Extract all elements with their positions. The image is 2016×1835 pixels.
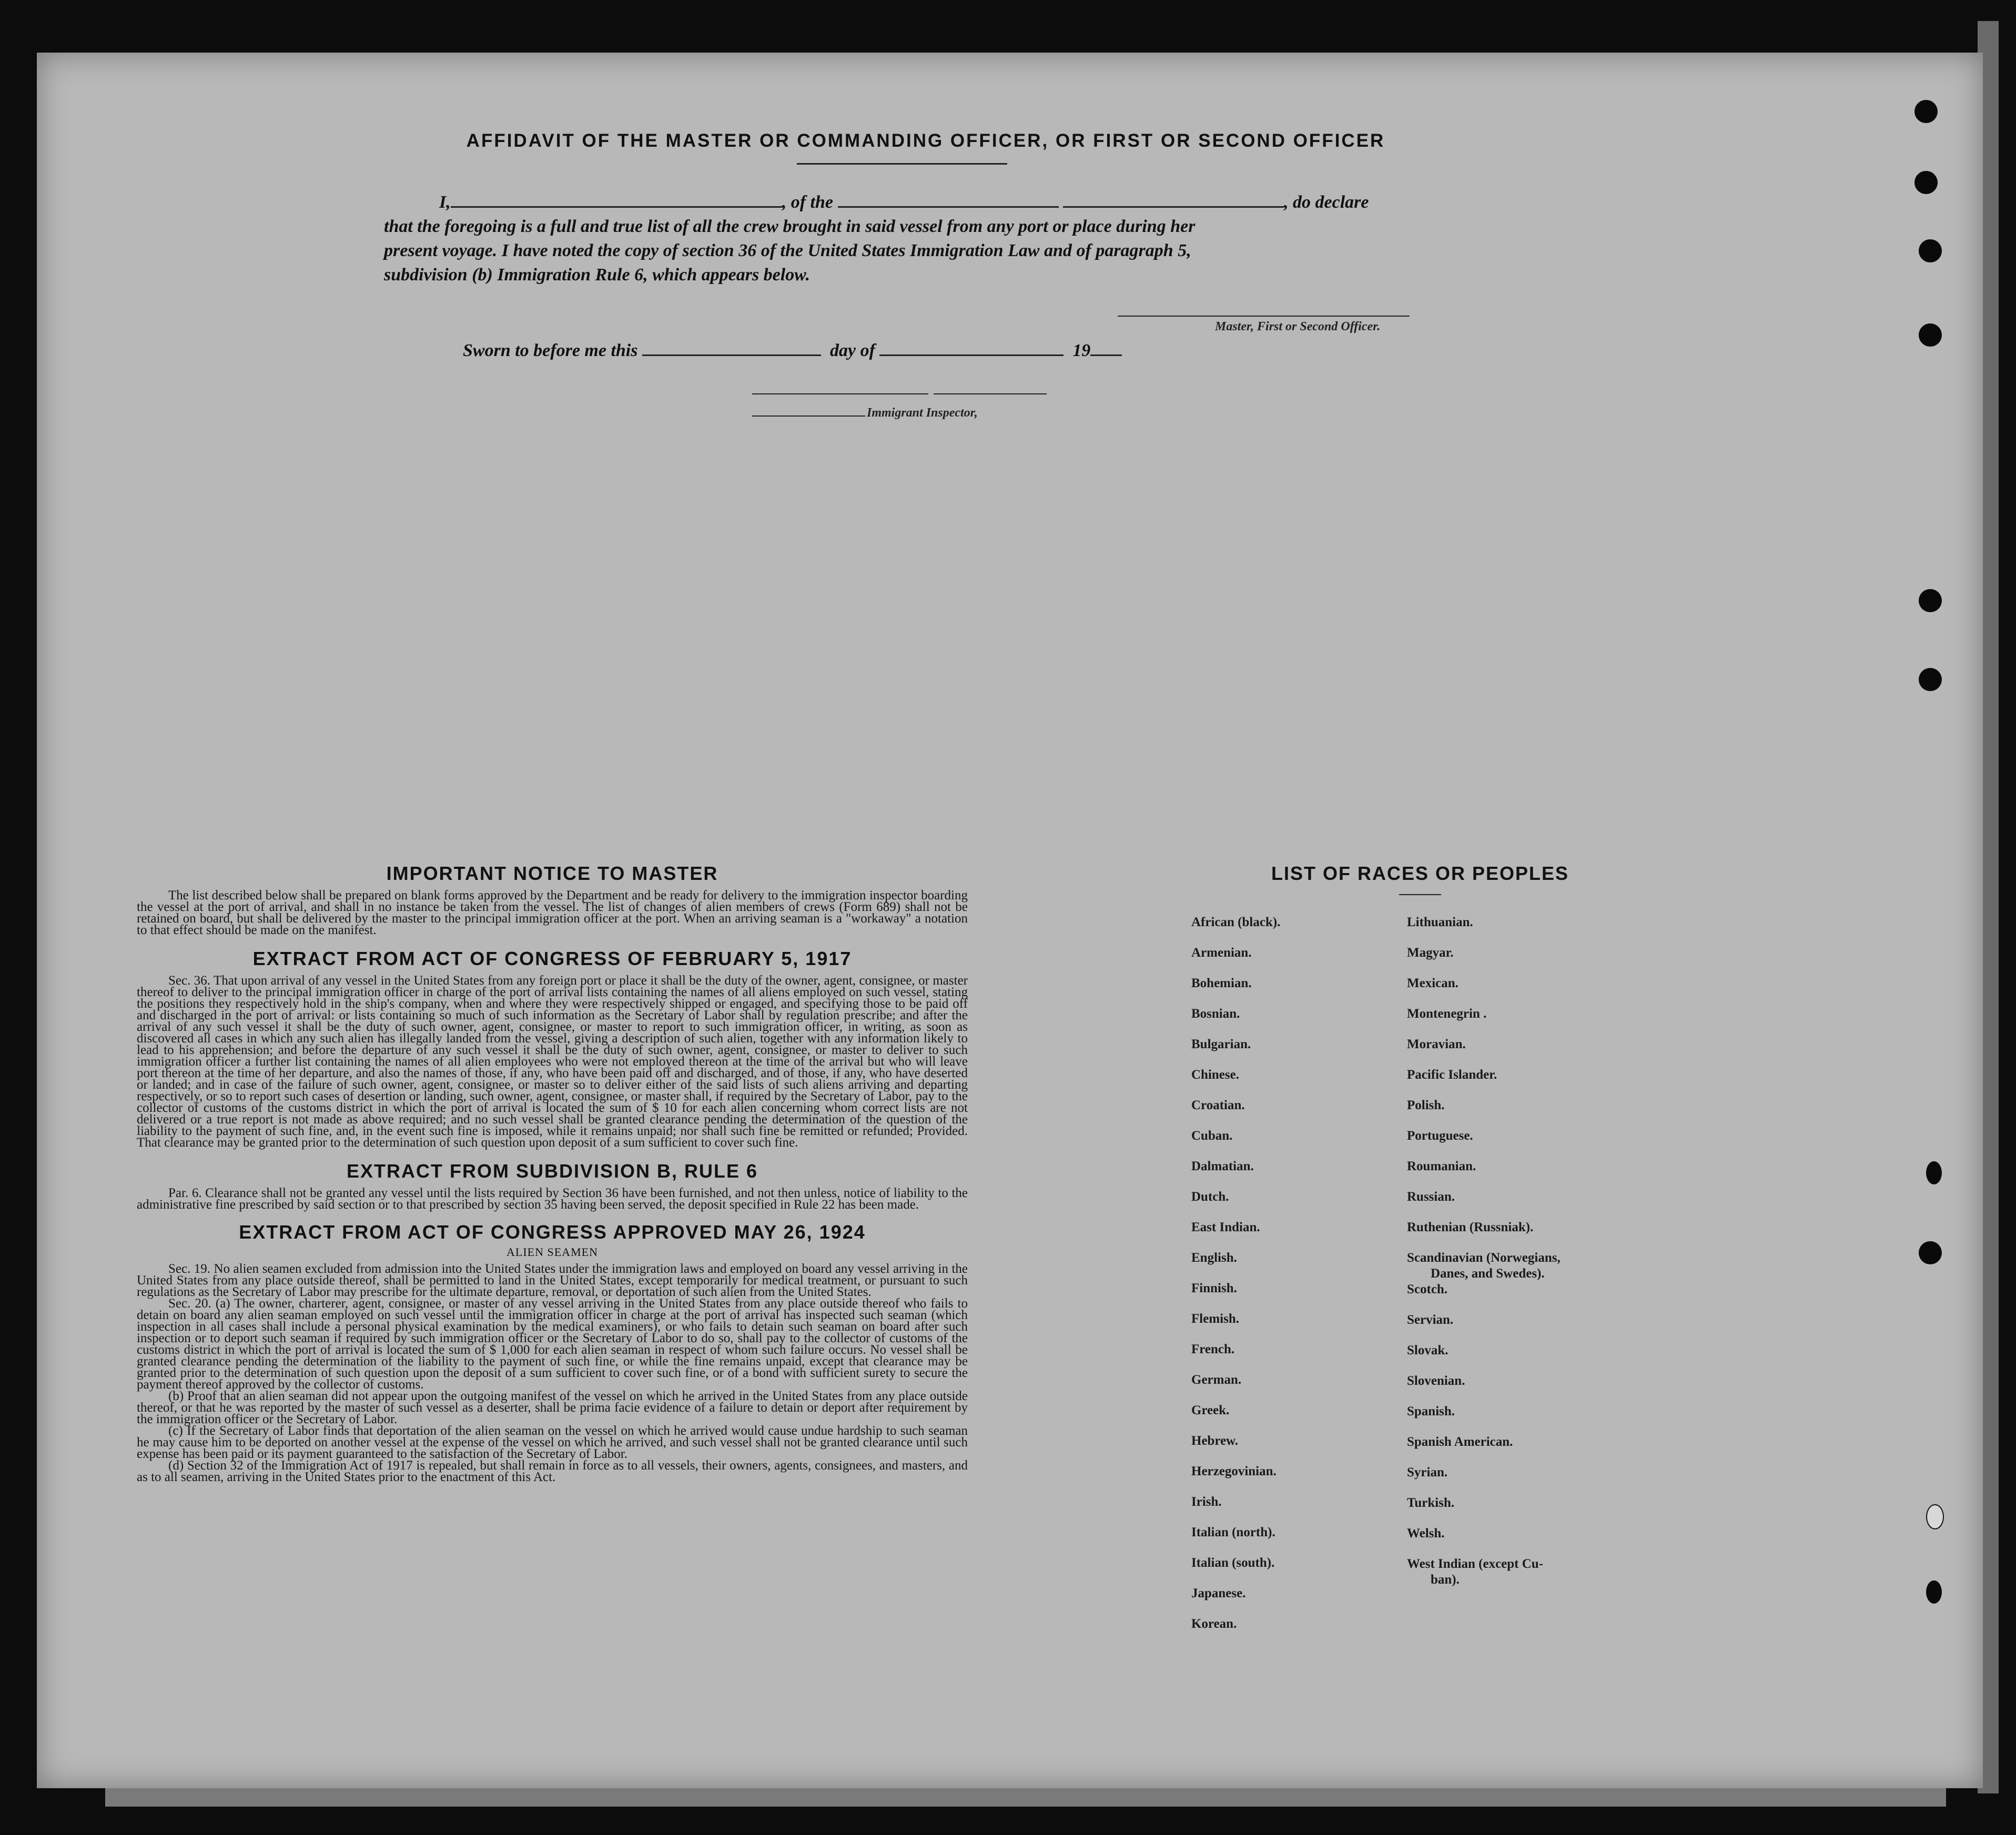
affidavit-line1: I, , of the , do declare [439, 192, 1369, 212]
race-right-item: Spanish. [1407, 1404, 1455, 1418]
punch-hole [1919, 668, 1942, 691]
affidavit-line3: present voyage. I have noted the copy of section 36 of the United States Immigration Law and of paragraph 5, [384, 241, 1191, 260]
race-left-item: Italian (north). [1191, 1525, 1275, 1539]
affidavit-line4: subdivision (b) Immigration Rule 6, which appears below. [384, 265, 811, 285]
race-left-item: Dutch. [1191, 1190, 1229, 1204]
race-left-item: Bohemian. [1191, 976, 1252, 990]
race-right-item: Spanish American. [1407, 1435, 1513, 1449]
race-right-item: Slovenian. [1407, 1374, 1465, 1388]
race-left-item: Armenian. [1191, 946, 1252, 960]
legal-column [137, 863, 968, 1483]
race-right-item: Pacific Islander. [1407, 1068, 1497, 1082]
race-left-item: East Indian. [1191, 1220, 1260, 1234]
race-left-item: Italian (south). [1191, 1556, 1275, 1570]
signature-line[interactable] [1118, 316, 1410, 317]
race-left-item: German. [1191, 1373, 1242, 1387]
punch-hole [1914, 171, 1938, 194]
punch-hole [1926, 1504, 1944, 1529]
inspector-line-1[interactable] [752, 393, 928, 394]
extract-1924-sec20d: (d) Section 32 of the Immigration Act of 1917 is repealed, but shall remain in force as to all vessels, their owners, agents, consignees, and masters, and as to all seamen, arriving in the United States prior to the enactment of this Act. [137, 1458, 968, 1484]
punch-hole [1919, 1241, 1942, 1264]
extract-1924-sec20: Sec. 20. (a) The owner, charterer, agent, consignee, or master of any vessel arriving in the United States from any place outside thereof who fails to detain on board any alien seaman employed on such vessel until the immigration officer in charge at the port of arrival has inspected such seaman (which inspection in all cases shall include a personal physical examination by the medical examiners), or who fails to detain such seaman on board after such inspection or to deport such seaman if required by such immigration officer or the Secretary of Labor to do so, shall pay to the collector of customs of the customs district in which the port of arrival is located the sum of $ 1,000 for each alien seaman in respect of whom such failure occurs. No vessel shall be granted clearance pending the determination of the liability to the payment of such fine, or while the fine remains unpaid, except that clearance may be granted prior to the determination of such question upon the deposit of a sum sufficient to cover such fine, or of a bond with sufficient surety to secure the payment thereof approved by the collector of customs. [137, 1296, 968, 1392]
race-right-item: Russian. [1407, 1190, 1455, 1204]
race-right-item: Syrian. [1407, 1465, 1448, 1479]
race-right-item: Turkish. [1407, 1496, 1455, 1510]
race-left-item: Greek. [1191, 1403, 1230, 1417]
race-left-item: Flemish. [1191, 1312, 1239, 1326]
race-right-item: ban). [1431, 1573, 1460, 1587]
sworn-day-blank[interactable] [642, 354, 821, 356]
race-right-item: Mexican. [1407, 976, 1458, 990]
race-left-item: Dalmatian. [1191, 1159, 1254, 1173]
race-left-item: Croatian. [1191, 1098, 1245, 1112]
extract-1924-sec20c: (c) If the Secretary of Labor finds that deportation of the alien seaman on the vessel on which he arrived would cause undue hardship to such seaman he may cause him to be deported on another vessel at the expense of the vessel on which he arrived, and such vessel shall not be granted clearance until such expense has been paid or its payment guaranteed to the satisfaction of the Secretary of Labor. [137, 1424, 968, 1461]
punch-hole [1919, 239, 1942, 262]
vessel-blank-2[interactable] [1063, 206, 1284, 208]
race-left-item: English. [1191, 1251, 1237, 1265]
punch-hole [1919, 589, 1942, 612]
race-right-item: Scotch. [1407, 1282, 1448, 1296]
race-right-item: Roumanian. [1407, 1159, 1476, 1173]
race-right-item: Slovak. [1407, 1343, 1448, 1357]
affidavit-line2: that the foregoing is a full and true list of all the crew brought in said vessel from any port or place during her [384, 217, 1196, 236]
vessel-blank[interactable] [838, 206, 1059, 208]
signature-caption: Master, First or Second Officer. [1215, 320, 1381, 333]
race-left-item: Bosnian. [1191, 1007, 1240, 1021]
extract-1924-subheading: ALIEN SEAMEN [506, 1245, 598, 1259]
notice-body: The list described below shall be prepared on blank forms approved by the Department and be ready for delivery to the immigration inspector boarding the vessel at the port of arrival, and shall in no instance be taken from the vessel. The list of changes of alien members of crews (Form 689) shall not be retained on board, but shall be delivered by the master to the principal immigration officer at the port. When an arriving seaman is a "workaway" a notation to that effect should be made on the manifest. [137, 888, 968, 937]
race-right-item: Portuguese. [1407, 1129, 1473, 1143]
punch-hole [1914, 100, 1938, 123]
races-heading-underline [1399, 894, 1441, 895]
race-right-item: Danes, and Swedes). [1431, 1266, 1545, 1281]
punch-hole [1919, 323, 1942, 347]
race-left-item: Cuban. [1191, 1129, 1233, 1143]
extract-1924-heading: EXTRACT FROM ACT OF CONGRESS APPROVED MAY 26, 1924 [239, 1221, 866, 1243]
race-left-item: Japanese. [1191, 1586, 1246, 1600]
sworn-line: Sworn to before me this day of 19 [463, 341, 1122, 361]
notice-heading: IMPORTANT NOTICE TO MASTER [386, 863, 718, 884]
race-left-item: Finnish. [1191, 1281, 1237, 1295]
race-left-item: Irish. [1191, 1495, 1222, 1509]
punch-hole [1926, 1161, 1942, 1184]
race-right-item: Servian. [1407, 1313, 1454, 1327]
race-right-item: Moravian. [1407, 1037, 1466, 1051]
sworn-month-blank[interactable] [879, 354, 1063, 356]
race-left-item: Korean. [1191, 1617, 1237, 1631]
race-right-item: Ruthenian (Russniak). [1407, 1220, 1534, 1234]
affidavit-title: AFFIDAVIT OF THE MASTER OR COMMANDING OFFICER, OR FIRST OR SECOND OFFICER [466, 130, 1385, 151]
page-stack-edge-bottom [105, 1786, 1946, 1807]
sworn-year-blank[interactable] [1090, 354, 1122, 356]
race-left-item: Chinese. [1191, 1068, 1239, 1082]
race-left-item: Bulgarian. [1191, 1037, 1251, 1051]
extract-1924-sec19: Sec. 19. No alien seamen excluded from admission into the United States under the immigration laws and employed on board any vessel arriving in the United States from any place outside thereof, shall be permitted to land in the United States, except temporarily for medical treatment, or pursuant to such regulations as the Secretary of Labor may prescribe for the ultimate departure, removal, or deportation of such alien from the United States. [137, 1262, 968, 1299]
punch-hole [1926, 1580, 1942, 1604]
race-left-item: Herzegovinian. [1191, 1464, 1277, 1478]
race-right-item: West Indian (except Cu- [1407, 1557, 1544, 1571]
extract-1917-heading: EXTRACT FROM ACT OF CONGRESS OF FEBRUARY 5, 1917 [252, 948, 852, 969]
inspector-line-2[interactable] [934, 393, 1047, 394]
rule6-heading: EXTRACT FROM SUBDIVISION B, RULE 6 [346, 1160, 758, 1182]
name-blank[interactable] [451, 206, 782, 208]
race-right-item: Welsh. [1407, 1526, 1445, 1540]
extract-1917-body: Sec. 36. That upon arrival of any vessel in the United States from any foreign port or place it shall be the duty of the owner, agent, consignee, or master thereof to deliver to the principal immigration officer in charge of the port of arrival lists containing the names of all aliens employed on such vessel, stating the positions they respectively hold in the ship's company, when and where they were respectively shipped or engaged, and specifying those to be paid off and discharged in the port of arrival: or lists containing so much of such information as the Secretary of Labor shall by regulation prescribe; and after the arrival of any such vessel it shall be the duty of such owner, agent, consignee, or master to report to such immigration officer, in writing, as soon as discovered all cases in which any such alien has illegally landed from the vessel, giving a description of such alien, together with any information likely to lead to his apprehension; and before the departure of any such vessel it shall be the duty of such owner, agent, consignee, or master to deliver to such immigration officer a further list containing the names of all alien employees who were not employed thereon at the time of the arrival but who will leave port thereon at the time of her departure, and also the names of those, if any, who have been paid off and discharged, and of those, if any, who have deserted or landed; and in case of the failure of such owner, agent, consignee, or master so to deliver either of the said lists of such aliens arriving and departing respectively, or so to report such cases of desertion or landing, such owner, agent, consignee, or master shall, if required by the Secretary of Labor, pay to the collector of customs of the customs district in which the port of arrival is located the sum of $ 10 for each alien concerning whom correct lists are not delivered or a true report is not made as above required; and no such vessel shall be granted clearance pending the determination of the question of the liability to the payment of such fine, and, in the event such fine is imposed, while it remains unpaid; nor shall such fine be remitted or refunded; Provided. That clearance may be granted prior to the determination of such question upon deposit of a sum sufficient to cover such fine. [137, 974, 968, 1150]
inspector-caption: Immigrant Inspector, [867, 406, 978, 420]
form-page [37, 53, 1983, 1788]
rule6-body: Par. 6. Clearance shall not be granted any vessel until the lists required by Section 36 have been furnished, and not then unless, notice of liability to the administrative fine prescribed by said section or to that prescribed by section 35 having been served, the deposit specified in Rule 22 has been made. [137, 1186, 968, 1212]
race-right-item: Polish. [1407, 1098, 1445, 1112]
race-right-item: Scandinavian (Norwegians, [1407, 1251, 1561, 1265]
title-underline [797, 163, 1007, 165]
races-heading: LIST OF RACES OR PEOPLES [1271, 863, 1569, 884]
race-right-item: Montenegrin . [1407, 1007, 1487, 1021]
inspector-line-3[interactable] [752, 415, 865, 417]
race-right-item: Magyar. [1407, 946, 1454, 960]
race-left-item: Hebrew. [1191, 1434, 1239, 1448]
race-left-item: African (black). [1191, 915, 1281, 929]
race-right-item: Lithuanian. [1407, 915, 1473, 929]
extract-1924-sec20b: (b) Proof that an alien seaman did not appear upon the outgoing manifest of the vessel on which he arrived in the United States from any place outside thereof, or that he was reported by the master of such vessel as a deserter, shall be prima facie evidence of a failure to detain or deport after requirement by the immigration officer or the Secretary of Labor. [137, 1389, 968, 1426]
race-left-item: French. [1191, 1342, 1235, 1356]
